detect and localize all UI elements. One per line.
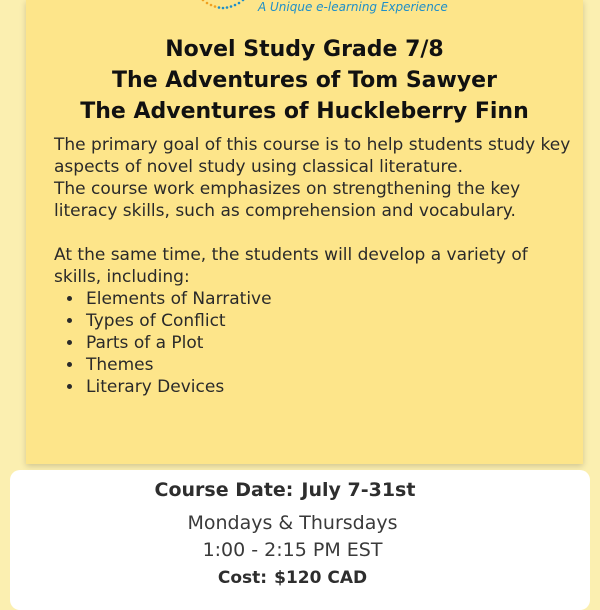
logo-arc-icon (196, 0, 250, 16)
cost-label: Cost: (217, 568, 268, 588)
paragraph-spacer (54, 222, 574, 244)
skills-list (54, 288, 574, 398)
skill-item: • Parts of a Plot (84, 332, 574, 354)
book-title-2: The Adventures of Huckleberry Finn (80, 99, 529, 124)
course-time: 1:00 - 2:15 PM EST (202, 539, 383, 561)
description-paragraph-2: The course work emphasizes on strengthening the key literacy skills, such as comprehension and vocabulary. (54, 179, 521, 221)
skill-item: • Types of Conflict (84, 310, 574, 332)
description-paragraph-1: The primary goal of this course is to help students study key aspects of novel study using classical literature. (54, 135, 571, 177)
cost-value: $120 CAD (274, 568, 368, 588)
skill-item: • Themes (84, 354, 574, 376)
course-days: Mondays & Thursdays (187, 512, 398, 534)
course-titles (26, 34, 583, 127)
course-date-label: Course Date: (154, 479, 294, 501)
course-cost (0, 568, 585, 588)
course-date-value: July 7-31st (301, 479, 416, 501)
brand-tagline: A Unique e-learning Experience (258, 0, 448, 14)
description-paragraph-3: At the same time, the students will develop a variety of skills, including: (54, 245, 528, 287)
skill-item: • Literary Devices (84, 376, 574, 398)
skill-item: • Elements of Narrative (84, 288, 574, 310)
book-title-1: The Adventures of Tom Sawyer (112, 68, 497, 93)
course-title: Novel Study Grade 7/8 (165, 37, 444, 62)
course-date (0, 479, 570, 501)
course-description (54, 134, 574, 398)
